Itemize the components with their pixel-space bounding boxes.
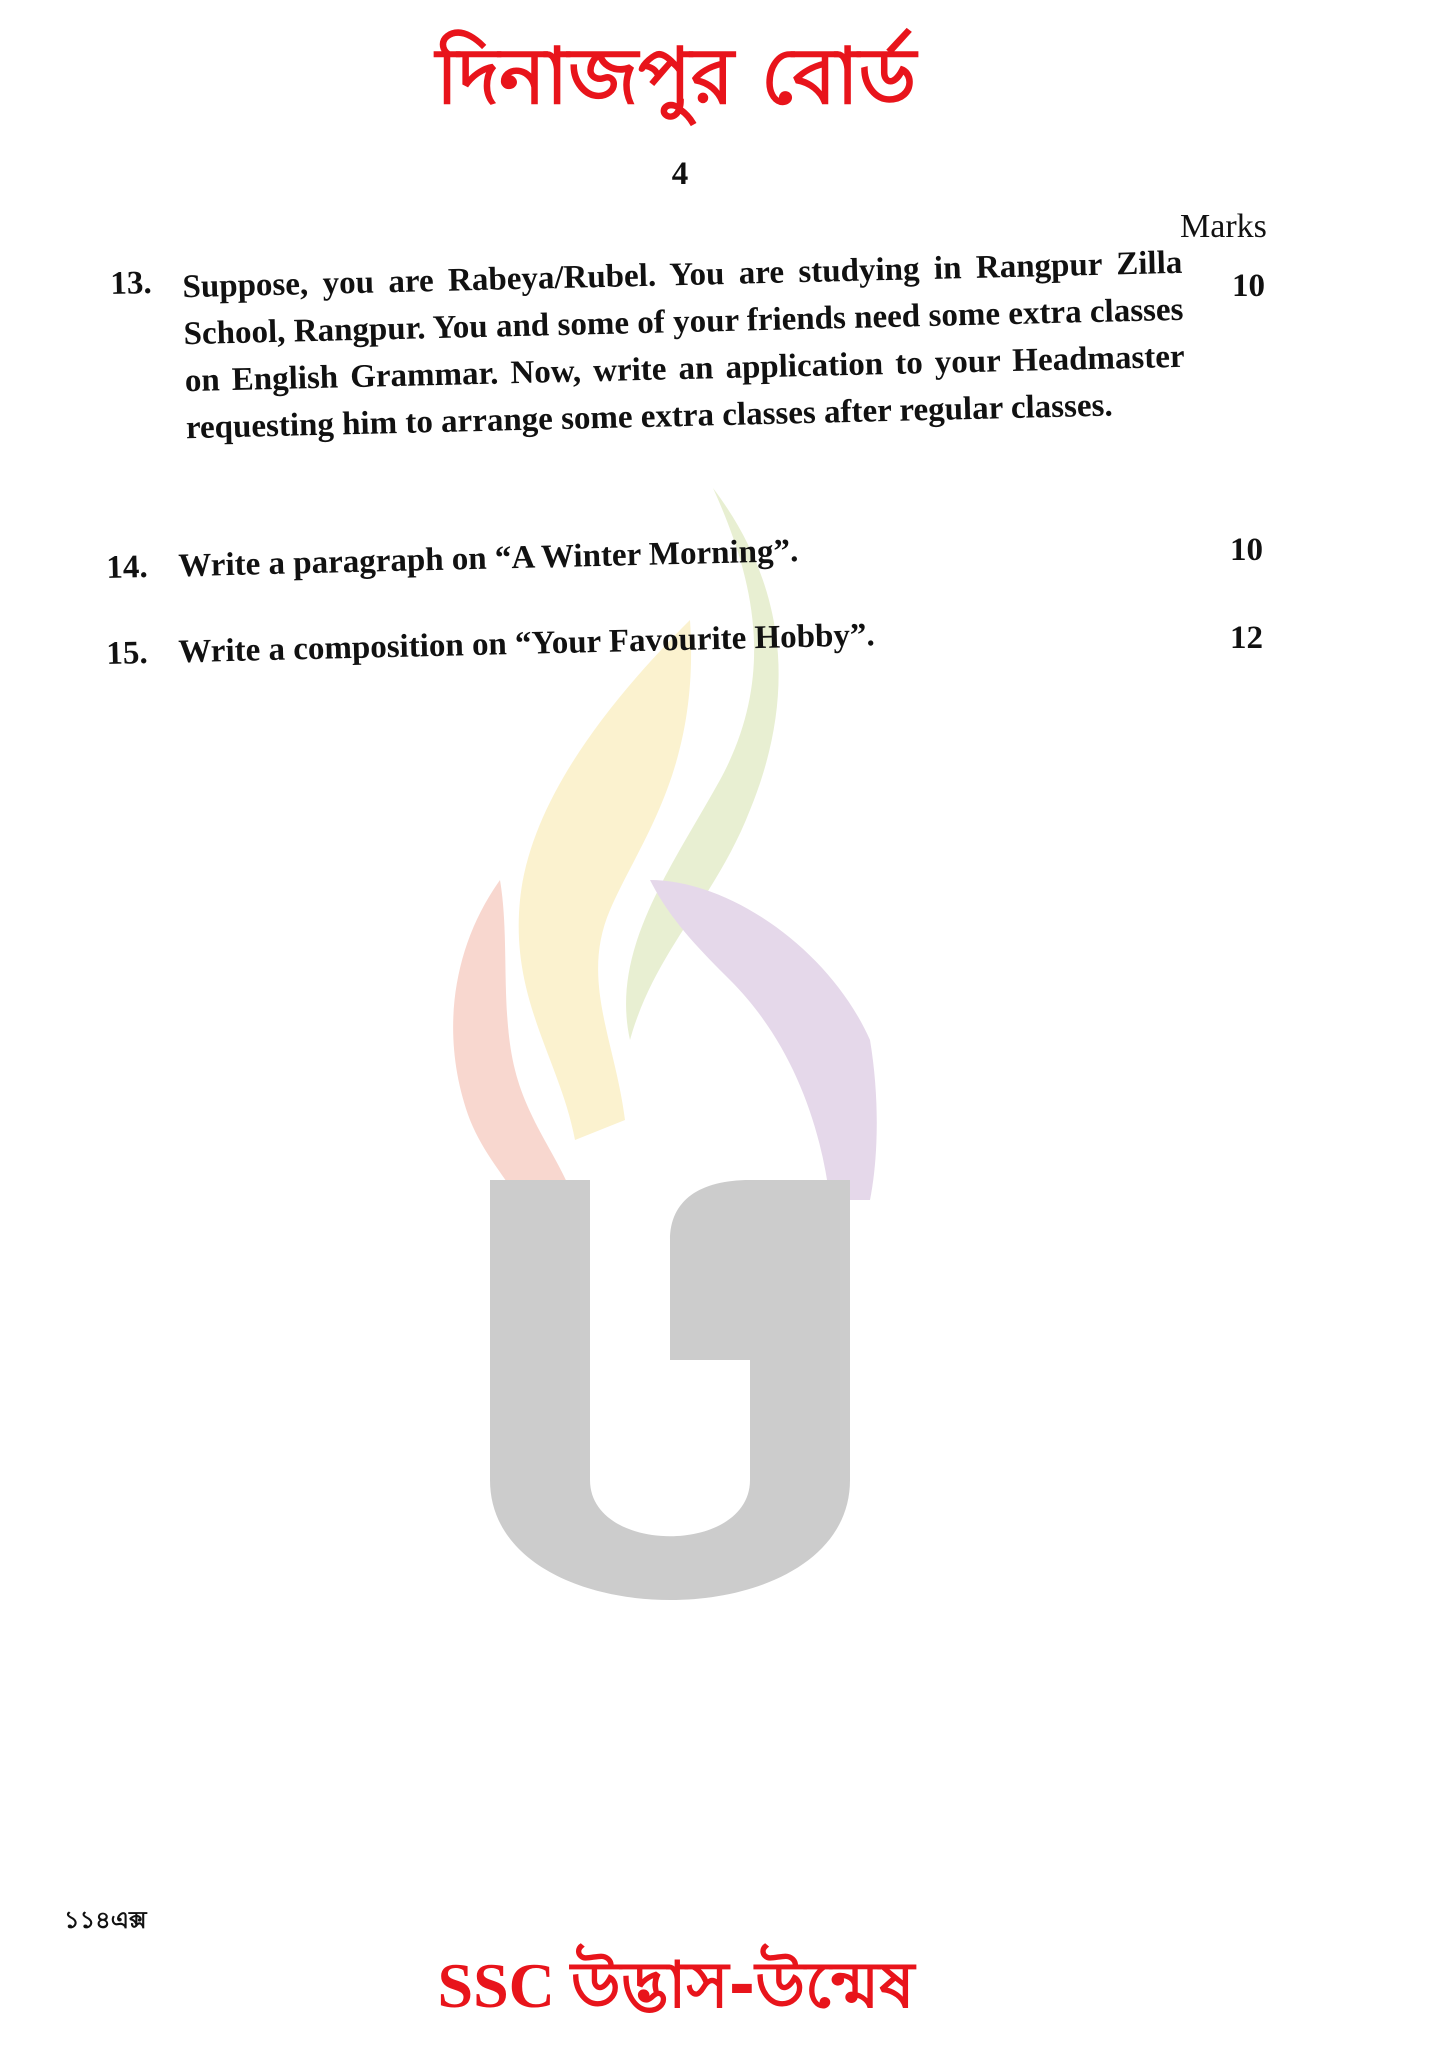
question-text: Write a paragraph on “A Winter Morning”.	[177, 533, 799, 585]
question-14-marks: 10	[1230, 532, 1263, 568]
question-13-marks: 10	[1232, 268, 1265, 304]
brand-name: উদ্ভাস-উন্মেষ	[570, 1949, 915, 2023]
question-text: Suppose, you are Rabeya/Rubel. You are studying in Rangpur Zilla School, Rangpur. You and some of your friends need some extra classes on English Grammar. Now, write an application to your Headmaster requesting him to arrange some extra classes after regular classes.	[182, 244, 1185, 447]
question-number: 15.	[106, 634, 149, 672]
footer-brand	[0, 1946, 1352, 2026]
question-number: 13.	[110, 264, 153, 302]
board-title: দিনাজপুর বোর্ড	[435, 32, 917, 122]
page-number: 4	[671, 156, 689, 192]
watermark-u-shape	[490, 1180, 850, 1600]
marks-header: Marks	[1180, 208, 1267, 245]
question-15-marks: 12	[1230, 620, 1263, 656]
question-text: Write a composition on “Your Favourite Hobby”.	[177, 617, 876, 671]
question-number: 14.	[106, 548, 149, 586]
watermark-flame-purple	[650, 880, 877, 1200]
brand-ssc: SSC	[437, 1950, 555, 2021]
page-code: ১১৪এক্স	[64, 1906, 147, 1934]
